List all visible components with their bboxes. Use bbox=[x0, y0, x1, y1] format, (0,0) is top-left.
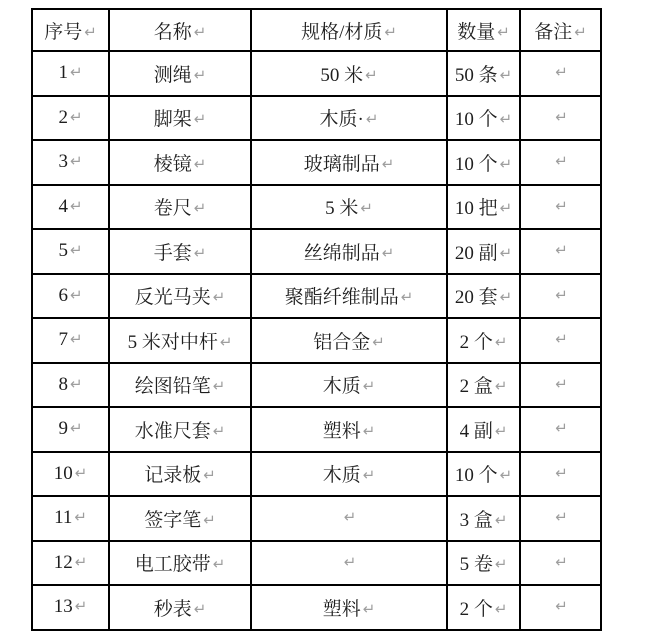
cell-spec bbox=[251, 407, 447, 452]
table-row bbox=[32, 541, 601, 586]
cell-note bbox=[520, 140, 601, 185]
cell-spec bbox=[251, 96, 447, 141]
header-qty bbox=[447, 9, 520, 51]
return-mark-icon: ↵ bbox=[499, 199, 513, 218]
cell-qty bbox=[447, 407, 520, 452]
return-mark-icon: ↵ bbox=[555, 463, 568, 482]
header-text: 名称 bbox=[153, 21, 192, 43]
cell-name bbox=[109, 407, 251, 452]
cell-note bbox=[520, 452, 601, 497]
cell-text: 20 副 bbox=[454, 242, 498, 264]
cell-note bbox=[520, 51, 601, 96]
return-mark-icon: ↵ bbox=[212, 555, 226, 574]
cell-text: 3 盒 bbox=[459, 509, 493, 531]
cell-text: 10 个 bbox=[454, 465, 498, 487]
return-mark-icon: ↵ bbox=[360, 199, 373, 218]
cell-name bbox=[109, 452, 251, 497]
return-mark-icon: ↵ bbox=[69, 285, 83, 304]
cell-note bbox=[520, 274, 601, 319]
return-mark-icon: ↵ bbox=[497, 22, 510, 41]
cell-text: 4 副 bbox=[459, 420, 493, 442]
cell-text: 玻璃制品 bbox=[303, 153, 380, 175]
return-mark-icon: ↵ bbox=[400, 288, 414, 307]
return-mark-icon: ↵ bbox=[193, 22, 207, 41]
return-mark-icon: ↵ bbox=[69, 330, 83, 349]
cell-qty bbox=[447, 318, 520, 363]
cell-qty bbox=[447, 229, 520, 274]
cell-no bbox=[32, 496, 109, 541]
return-mark-icon: ↵ bbox=[494, 510, 508, 529]
table-row bbox=[32, 452, 601, 497]
cell-text: 50 米 bbox=[320, 64, 364, 86]
cell-text: 签字笔 bbox=[144, 509, 202, 531]
cell-text: 记录板 bbox=[144, 465, 202, 487]
table-row bbox=[32, 185, 601, 230]
cell-text: 2 bbox=[58, 106, 68, 128]
cell-text: 12 bbox=[53, 551, 73, 573]
cell-note bbox=[520, 496, 601, 541]
table-row bbox=[32, 229, 601, 274]
cell-text: 脚架 bbox=[153, 109, 192, 131]
return-mark-icon: ↵ bbox=[74, 552, 88, 571]
return-mark-icon: ↵ bbox=[362, 599, 376, 618]
return-mark-icon: ↵ bbox=[555, 241, 568, 260]
cell-text: 手套 bbox=[153, 242, 192, 264]
cell-spec bbox=[251, 541, 447, 586]
cell-text: 3 bbox=[58, 151, 68, 173]
cell-text: 测绳 bbox=[153, 64, 192, 86]
table-row bbox=[32, 585, 601, 630]
cell-qty bbox=[447, 185, 520, 230]
cell-text: 塑料 bbox=[322, 420, 361, 442]
return-mark-icon: ↵ bbox=[555, 597, 568, 616]
cell-text: 2 盒 bbox=[459, 376, 493, 398]
cell-qty bbox=[447, 541, 520, 586]
cell-text: 木质· bbox=[319, 109, 364, 131]
cell-text: 13 bbox=[53, 596, 73, 618]
cell-no bbox=[32, 541, 109, 586]
return-mark-icon: ↵ bbox=[494, 421, 508, 440]
cell-name bbox=[109, 96, 251, 141]
cell-text: 5 bbox=[58, 240, 68, 262]
return-mark-icon: ↵ bbox=[343, 508, 357, 527]
return-mark-icon: ↵ bbox=[555, 285, 568, 304]
cell-text: 1 bbox=[58, 62, 68, 84]
return-mark-icon: ↵ bbox=[74, 597, 88, 616]
cell-note bbox=[520, 318, 601, 363]
cell-name bbox=[109, 274, 251, 319]
cell-qty bbox=[447, 363, 520, 408]
table-row bbox=[32, 363, 601, 408]
cell-name bbox=[109, 496, 251, 541]
cell-text: 10 个 bbox=[454, 153, 498, 175]
cell-no bbox=[32, 140, 109, 185]
cell-note bbox=[520, 541, 601, 586]
return-mark-icon: ↵ bbox=[193, 154, 207, 173]
cell-text: 反光马夹 bbox=[134, 287, 211, 309]
return-mark-icon: ↵ bbox=[193, 599, 207, 618]
cell-text: 10 个 bbox=[454, 109, 498, 131]
return-mark-icon: ↵ bbox=[84, 22, 97, 41]
table-header-row bbox=[32, 9, 601, 51]
cell-note bbox=[520, 407, 601, 452]
cell-no bbox=[32, 229, 109, 274]
cell-spec bbox=[251, 274, 447, 319]
cell-spec bbox=[251, 185, 447, 230]
cell-text: 铝合金 bbox=[313, 331, 371, 353]
return-mark-icon: ↵ bbox=[381, 154, 395, 173]
cell-text: 11 bbox=[54, 507, 73, 529]
cell-qty bbox=[447, 96, 520, 141]
cell-spec bbox=[251, 496, 447, 541]
return-mark-icon: ↵ bbox=[365, 110, 379, 129]
cell-no bbox=[32, 407, 109, 452]
cell-name bbox=[109, 318, 251, 363]
return-mark-icon: ↵ bbox=[212, 421, 226, 440]
cell-note bbox=[520, 185, 601, 230]
header-no bbox=[32, 9, 109, 51]
cell-text: 5 米 bbox=[325, 198, 359, 220]
table-row bbox=[32, 407, 601, 452]
cell-note bbox=[520, 229, 601, 274]
header-spec bbox=[251, 9, 447, 51]
cell-text: 4 bbox=[58, 195, 68, 217]
cell-note bbox=[520, 363, 601, 408]
return-mark-icon: ↵ bbox=[555, 152, 568, 171]
cell-text: 6 bbox=[58, 284, 68, 306]
return-mark-icon: ↵ bbox=[494, 599, 508, 618]
cell-text: 2 个 bbox=[459, 331, 493, 353]
return-mark-icon: ↵ bbox=[555, 552, 568, 571]
return-mark-icon: ↵ bbox=[555, 330, 568, 349]
return-mark-icon: ↵ bbox=[499, 65, 513, 84]
cell-no bbox=[32, 585, 109, 630]
cell-text: 8 bbox=[58, 373, 68, 395]
cell-text: 电工胶带 bbox=[134, 554, 211, 576]
return-mark-icon: ↵ bbox=[494, 555, 508, 574]
cell-spec bbox=[251, 363, 447, 408]
cell-spec bbox=[251, 585, 447, 630]
cell-spec bbox=[251, 51, 447, 96]
return-mark-icon: ↵ bbox=[193, 199, 207, 218]
header-text: 备注 bbox=[534, 21, 573, 43]
return-mark-icon: ↵ bbox=[219, 332, 233, 351]
cell-text: 丝绵制品 bbox=[303, 242, 380, 264]
return-mark-icon: ↵ bbox=[193, 110, 207, 129]
table-row bbox=[32, 51, 601, 96]
return-mark-icon: ↵ bbox=[212, 288, 226, 307]
return-mark-icon: ↵ bbox=[494, 377, 508, 396]
return-mark-icon: ↵ bbox=[69, 152, 83, 171]
cell-text: 水准尺套 bbox=[134, 420, 211, 442]
cell-text: 5 米对中杆 bbox=[127, 331, 218, 353]
table-row bbox=[32, 96, 601, 141]
return-mark-icon: ↵ bbox=[499, 110, 513, 129]
cell-no bbox=[32, 185, 109, 230]
return-mark-icon: ↵ bbox=[499, 154, 513, 173]
cell-no bbox=[32, 452, 109, 497]
return-mark-icon: ↵ bbox=[499, 243, 513, 262]
return-mark-icon: ↵ bbox=[343, 552, 357, 571]
header-text: 规格/材质 bbox=[301, 21, 383, 43]
return-mark-icon: ↵ bbox=[499, 466, 513, 485]
header-name bbox=[109, 9, 251, 51]
return-mark-icon: ↵ bbox=[69, 374, 83, 393]
cell-text: 聚酯纤维制品 bbox=[284, 287, 399, 309]
return-mark-icon: ↵ bbox=[555, 419, 568, 438]
return-mark-icon: ↵ bbox=[69, 196, 83, 215]
cell-text: 木质 bbox=[322, 376, 361, 398]
return-mark-icon: ↵ bbox=[193, 243, 207, 262]
cell-qty bbox=[447, 140, 520, 185]
return-mark-icon: ↵ bbox=[555, 196, 568, 215]
cell-name bbox=[109, 585, 251, 630]
return-mark-icon: ↵ bbox=[69, 107, 83, 126]
cell-text: 木质 bbox=[322, 465, 361, 487]
cell-text: 7 bbox=[58, 329, 68, 351]
return-mark-icon: ↵ bbox=[499, 288, 513, 307]
cell-note bbox=[520, 585, 601, 630]
return-mark-icon: ↵ bbox=[555, 508, 568, 527]
return-mark-icon: ↵ bbox=[69, 241, 83, 260]
return-mark-icon: ↵ bbox=[555, 107, 568, 126]
cell-qty bbox=[447, 51, 520, 96]
table-row bbox=[32, 140, 601, 185]
table-row bbox=[32, 318, 601, 363]
cell-qty bbox=[447, 496, 520, 541]
return-mark-icon: ↵ bbox=[212, 377, 226, 396]
return-mark-icon: ↵ bbox=[69, 419, 83, 438]
cell-text: 棱镜 bbox=[153, 153, 192, 175]
return-mark-icon: ↵ bbox=[74, 508, 87, 527]
cell-name bbox=[109, 140, 251, 185]
cell-text: 2 个 bbox=[459, 598, 493, 620]
cell-no bbox=[32, 363, 109, 408]
cell-name bbox=[109, 51, 251, 96]
cell-qty bbox=[447, 274, 520, 319]
cell-no bbox=[32, 96, 109, 141]
header-note bbox=[520, 9, 601, 51]
return-mark-icon: ↵ bbox=[193, 65, 207, 84]
cell-name bbox=[109, 185, 251, 230]
cell-no bbox=[32, 274, 109, 319]
cell-text: 塑料 bbox=[322, 598, 361, 620]
return-mark-icon: ↵ bbox=[574, 22, 587, 41]
return-mark-icon: ↵ bbox=[365, 65, 378, 84]
return-mark-icon: ↵ bbox=[203, 510, 216, 529]
return-mark-icon: ↵ bbox=[69, 63, 83, 82]
cell-text: 秒表 bbox=[153, 598, 192, 620]
return-mark-icon: ↵ bbox=[381, 243, 395, 262]
cell-spec bbox=[251, 318, 447, 363]
cell-text: 绘图铅笔 bbox=[134, 376, 211, 398]
cell-text: 10 把 bbox=[454, 198, 498, 220]
cell-name bbox=[109, 363, 251, 408]
return-mark-icon: ↵ bbox=[555, 374, 568, 393]
cell-note bbox=[520, 96, 601, 141]
cell-text: 5 卷 bbox=[459, 554, 493, 576]
return-mark-icon: ↵ bbox=[362, 421, 376, 440]
cell-text: 50 条 bbox=[454, 64, 498, 86]
header-text: 序号 bbox=[44, 21, 83, 43]
table-row bbox=[32, 496, 601, 541]
cell-no bbox=[32, 51, 109, 96]
cell-qty bbox=[447, 585, 520, 630]
header-text: 数量 bbox=[457, 21, 496, 43]
cell-text: 9 bbox=[58, 418, 68, 440]
cell-qty bbox=[447, 452, 520, 497]
return-mark-icon: ↵ bbox=[74, 463, 88, 482]
cell-spec bbox=[251, 452, 447, 497]
cell-spec bbox=[251, 229, 447, 274]
cell-name bbox=[109, 541, 251, 586]
return-mark-icon: ↵ bbox=[494, 332, 508, 351]
cell-spec bbox=[251, 140, 447, 185]
cell-name bbox=[109, 229, 251, 274]
return-mark-icon: ↵ bbox=[362, 377, 376, 396]
return-mark-icon: ↵ bbox=[384, 22, 397, 41]
cell-text: 卷尺 bbox=[153, 198, 192, 220]
table-row bbox=[32, 274, 601, 319]
return-mark-icon: ↵ bbox=[372, 332, 385, 351]
return-mark-icon: ↵ bbox=[362, 466, 376, 485]
cell-text: 20 套 bbox=[454, 287, 498, 309]
cell-no bbox=[32, 318, 109, 363]
cell-text: 10 bbox=[53, 462, 73, 484]
return-mark-icon: ↵ bbox=[203, 466, 216, 485]
return-mark-icon: ↵ bbox=[555, 63, 568, 82]
equipment-table bbox=[31, 8, 602, 631]
